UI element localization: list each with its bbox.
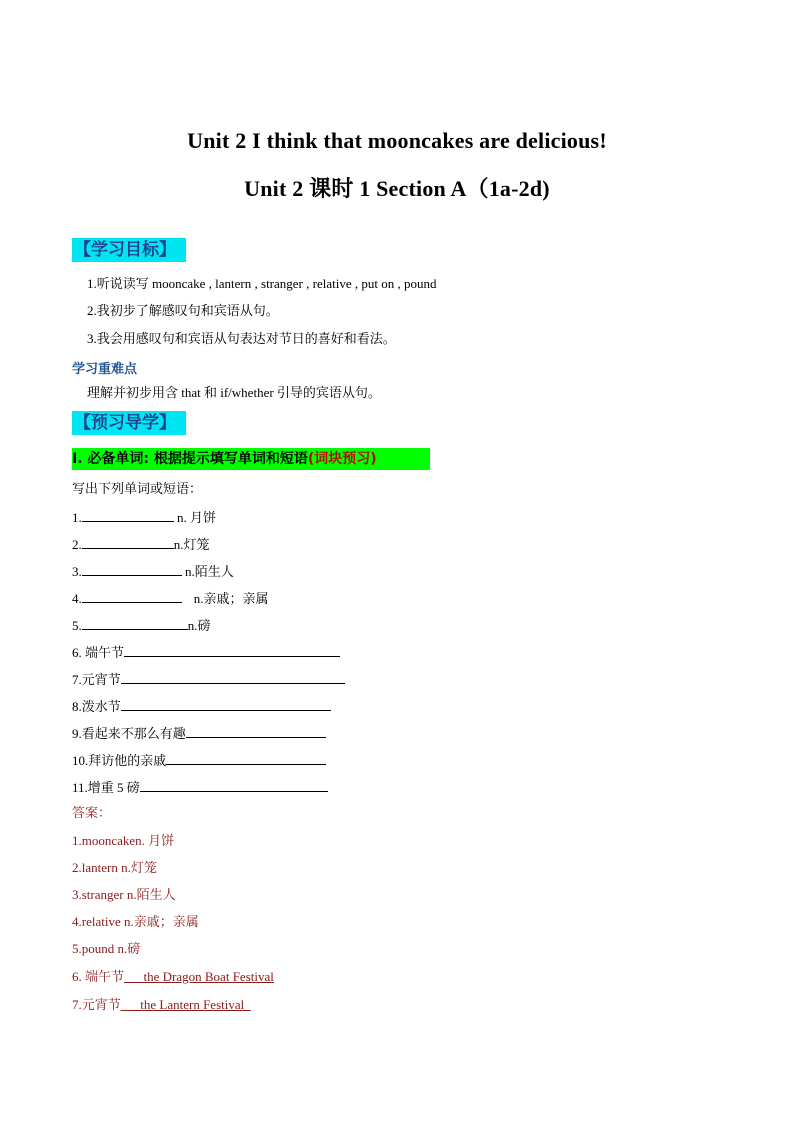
question-number: 10.拜访他的亲戚 — [72, 753, 167, 768]
answer-item — [72, 832, 174, 850]
question-item — [72, 615, 211, 635]
answer-blank[interactable] — [140, 777, 328, 792]
page-subtitle: Unit 2 课时 1 Section A（1a-2d) — [244, 176, 550, 201]
answer-text: 1.mooncaken. 月饼 — [72, 833, 175, 848]
question-number: 3. — [72, 564, 82, 579]
question-item — [72, 696, 331, 716]
question-item — [72, 777, 328, 797]
question-number: 4. — [72, 591, 82, 606]
goal-item: 1.听说读写 mooncake , lantern , stranger , relative , put on , pound — [87, 276, 437, 291]
section-title: Ⅰ. 必备单词: 根据提示填写单词和短语 — [72, 451, 308, 467]
question-item — [72, 750, 326, 770]
answer-fill: ___the Dragon Boat Festival — [124, 969, 274, 984]
question-item — [72, 669, 345, 689]
answer-item — [72, 940, 140, 958]
answer-blank[interactable] — [121, 669, 345, 684]
answer-text: 6. 端午节 — [72, 969, 125, 984]
answer-blank[interactable] — [82, 588, 182, 603]
answer-blank[interactable] — [82, 534, 174, 549]
question-hint: n.陌生人 — [181, 564, 234, 579]
difficulty-text: 理解并初步用含 that 和 if/whether 引导的宾语从句。 — [87, 385, 381, 400]
answer-item — [72, 913, 199, 931]
question-item — [72, 723, 326, 743]
question-number: 6. 端午节 — [72, 645, 125, 660]
instruction-text: 写出下列单词或短语： — [72, 481, 203, 496]
answer-blank[interactable] — [124, 642, 340, 657]
answer-fill: ___the Lantern Festival_ — [120, 997, 251, 1012]
answer-blank[interactable] — [121, 696, 331, 711]
section-hint: (词块预习) — [307, 451, 377, 467]
question-hint: n. 月饼 — [173, 510, 217, 525]
question-hint: n.磅 — [187, 618, 211, 633]
answer-label: 答案： — [72, 805, 112, 820]
answer-text: 7.元宵节 — [72, 997, 121, 1012]
section-title-bar — [72, 448, 430, 470]
answer-text: 3.stranger n.陌生人 — [72, 887, 176, 902]
answer-text: 5.pound n.磅 — [72, 941, 141, 956]
goals-label: 【学习目标】 — [72, 238, 186, 262]
question-item — [72, 561, 234, 581]
answer-item — [72, 968, 274, 986]
question-item — [72, 534, 210, 554]
answer-blank[interactable] — [166, 750, 326, 765]
answer-text: 2.lantern n.灯笼 — [72, 860, 157, 875]
answer-item — [72, 886, 176, 904]
answer-item — [72, 859, 157, 877]
goal-item: 3.我会用感叹句和宾语从句表达对节日的喜好和看法。 — [87, 331, 396, 346]
answer-item — [72, 996, 251, 1014]
question-hint: n.灯笼 — [173, 537, 210, 552]
question-item — [72, 507, 216, 527]
question-number: 7.元宵节 — [72, 672, 121, 687]
answer-blank[interactable] — [186, 723, 326, 738]
question-number: 1. — [72, 510, 82, 525]
question-item — [72, 642, 340, 662]
goal-item: 2.我初步了解感叹句和宾语从句。 — [87, 303, 279, 318]
preview-label: 【预习导学】 — [72, 411, 186, 435]
question-number: 5. — [72, 618, 82, 633]
page-title: Unit 2 I think that mooncakes are delicious! — [187, 128, 607, 153]
question-number: 11.增重 5 磅 — [72, 780, 140, 795]
question-number: 9.看起来不那么有趣 — [72, 726, 186, 741]
question-number: 2. — [72, 537, 82, 552]
question-hint: n.亲戚；亲属 — [193, 591, 269, 606]
answer-blank[interactable] — [82, 615, 188, 630]
question-number: 8.泼水节 — [72, 699, 121, 714]
answer-blank[interactable] — [82, 507, 174, 522]
question-item — [72, 588, 269, 608]
difficulty-label: 学习重难点 — [72, 362, 138, 377]
answer-blank[interactable] — [82, 561, 182, 576]
answer-text: 4.relative n.亲戚；亲属 — [72, 914, 199, 929]
